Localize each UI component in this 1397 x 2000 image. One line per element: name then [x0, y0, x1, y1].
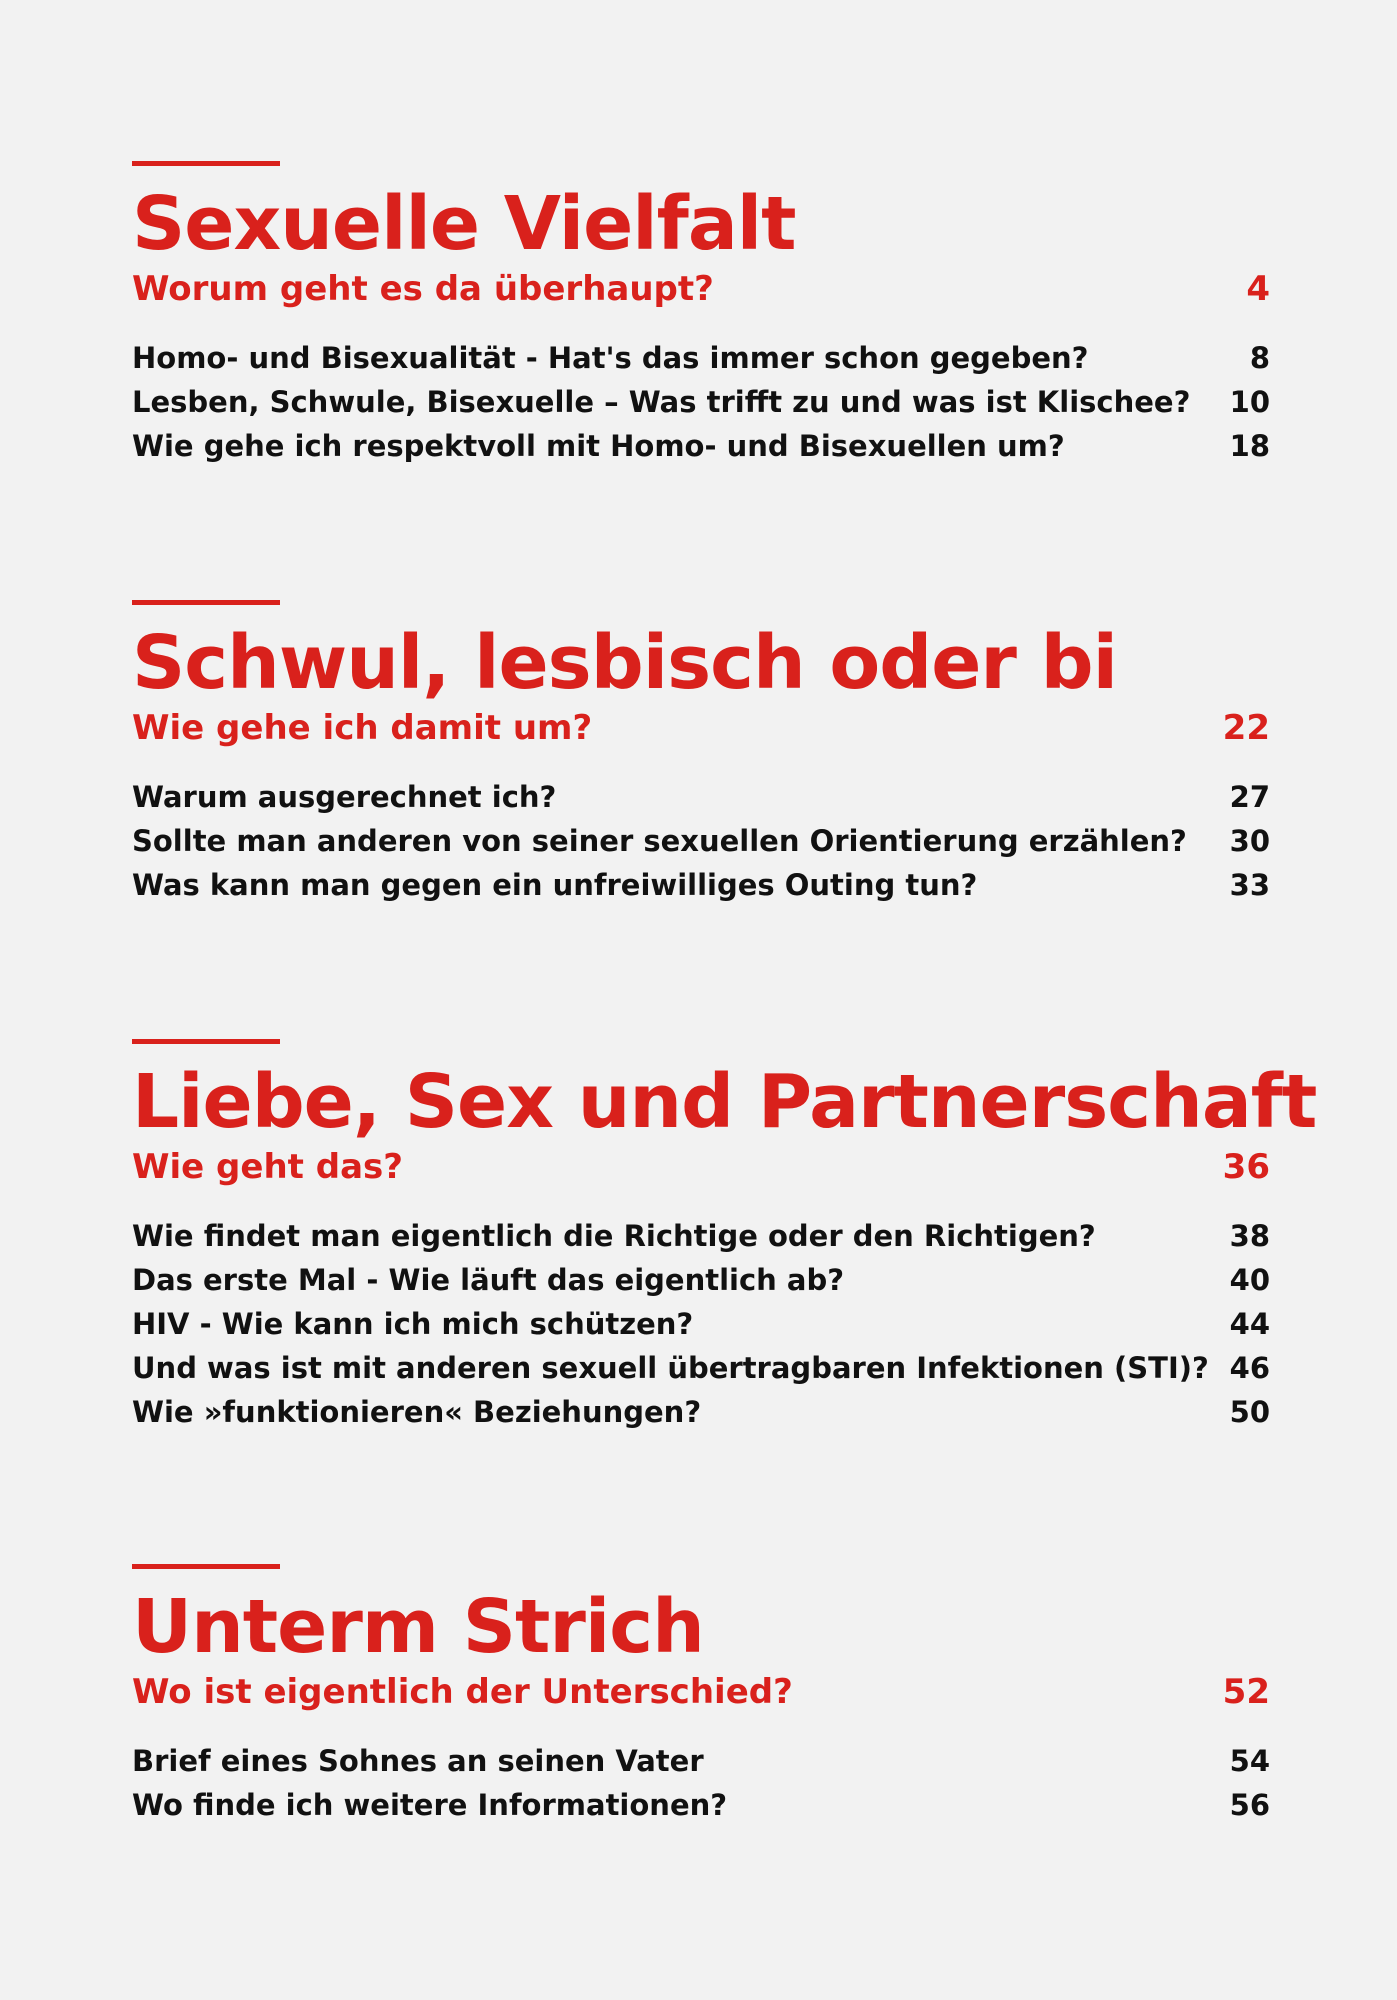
chapter-page-number: 36	[1222, 1147, 1270, 1187]
toc-entry-title: Brief eines Sohnes an seinen Vater	[132, 1744, 704, 1778]
toc-entry[interactable]	[132, 1783, 1270, 1827]
toc-entry[interactable]	[132, 380, 1270, 424]
toc-entry-page-number: 27	[1229, 780, 1270, 814]
chapter-page-number: 52	[1222, 1672, 1270, 1712]
chapter-subtitle-row[interactable]	[132, 1671, 1270, 1713]
toc-entry-page-number: 50	[1229, 1395, 1270, 1429]
toc-entry-list	[132, 336, 1270, 468]
toc-section-sexuelle-vielfalt	[132, 161, 1270, 468]
toc-entry-title: Homo- und Bisexualität - Hat's das immer schon gegeben?	[132, 341, 1089, 375]
chapter-subtitle-row[interactable]	[132, 268, 1270, 310]
toc-entry-page-number: 33	[1229, 868, 1270, 902]
toc-entry[interactable]	[132, 1390, 1270, 1434]
chapter-subtitle-row[interactable]	[132, 1146, 1270, 1188]
toc-entry-page-number: 8	[1249, 341, 1270, 375]
section-divider-rule	[132, 1564, 280, 1569]
chapter-subtitle: Wie geht das?	[132, 1147, 403, 1187]
toc-entry[interactable]	[132, 1739, 1270, 1783]
section-divider-rule	[132, 1039, 280, 1044]
toc-entry-page-number: 46	[1229, 1351, 1270, 1385]
chapter-subtitle: Worum geht es da überhaupt?	[132, 269, 714, 309]
toc-entry-page-number: 54	[1229, 1744, 1270, 1778]
chapter-title: Schwul, lesbisch oder bi	[132, 620, 1118, 706]
toc-entry[interactable]	[132, 424, 1270, 468]
toc-entry-page-number: 40	[1229, 1263, 1270, 1297]
toc-entry-title: Wie »funktionieren« Beziehungen?	[132, 1395, 702, 1429]
toc-entry[interactable]	[132, 863, 1270, 907]
chapter-subtitle: Wie gehe ich damit um?	[132, 708, 593, 748]
toc-entry-title: Was kann man gegen ein unfreiwilliges Outing tun?	[132, 868, 978, 902]
toc-entry-title: Wie findet man eigentlich die Richtige oder den Richtigen?	[132, 1219, 1096, 1253]
chapter-subtitle: Wo ist eigentlich der Unterschied?	[132, 1672, 793, 1712]
toc-entry-list	[132, 775, 1270, 907]
toc-entry-list	[132, 1739, 1270, 1827]
chapter-title: Sexuelle Vielfalt	[132, 181, 796, 267]
toc-entry-page-number: 18	[1229, 429, 1270, 463]
chapter-title: Unterm Strich	[132, 1584, 704, 1670]
toc-entry[interactable]	[132, 775, 1270, 819]
toc-entry[interactable]	[132, 1346, 1270, 1390]
toc-entry-page-number: 56	[1229, 1788, 1270, 1822]
toc-entry-title: Lesben, Schwule, Bisexuelle – Was trifft zu und was ist Klischee?	[132, 385, 1191, 419]
chapter-page-number: 4	[1246, 269, 1270, 309]
chapter-subtitle-row[interactable]	[132, 707, 1270, 749]
toc-entry[interactable]	[132, 1258, 1270, 1302]
toc-entry-title: Warum ausgerechnet ich?	[132, 780, 557, 814]
toc-entry-page-number: 44	[1229, 1307, 1270, 1341]
toc-entry-title: Das erste Mal - Wie läuft das eigentlich ab?	[132, 1263, 845, 1297]
toc-entry[interactable]	[132, 819, 1270, 863]
toc-entry-page-number: 10	[1229, 385, 1270, 419]
toc-entry-title: Wie gehe ich respektvoll mit Homo- und Bisexuellen um?	[132, 429, 1065, 463]
toc-entry-page-number: 38	[1229, 1219, 1270, 1253]
toc-entry-title: Und was ist mit anderen sexuell übertragbaren Infektionen (STI)?	[132, 1351, 1209, 1385]
toc-entry-title: HIV - Wie kann ich mich schützen?	[132, 1307, 694, 1341]
section-divider-rule	[132, 600, 280, 605]
toc-section-unterm-strich	[132, 1564, 1270, 1827]
toc-entry-title: Wo finde ich weitere Informationen?	[132, 1788, 728, 1822]
toc-entry[interactable]	[132, 1302, 1270, 1346]
toc-entry-list	[132, 1214, 1270, 1434]
toc-entry-title: Sollte man anderen von seiner sexuellen Orientierung erzählen?	[132, 824, 1187, 858]
toc-entry-page-number: 30	[1229, 824, 1270, 858]
chapter-page-number: 22	[1222, 708, 1270, 748]
toc-section-schwul-lesbisch-oder-bi	[132, 600, 1270, 907]
toc-section-liebe-sex-und-partnerschaft	[132, 1039, 1317, 1434]
section-divider-rule	[132, 161, 280, 166]
toc-entry[interactable]	[132, 1214, 1270, 1258]
chapter-title: Liebe, Sex und Partnerschaft	[132, 1059, 1317, 1145]
toc-entry[interactable]	[132, 336, 1270, 380]
